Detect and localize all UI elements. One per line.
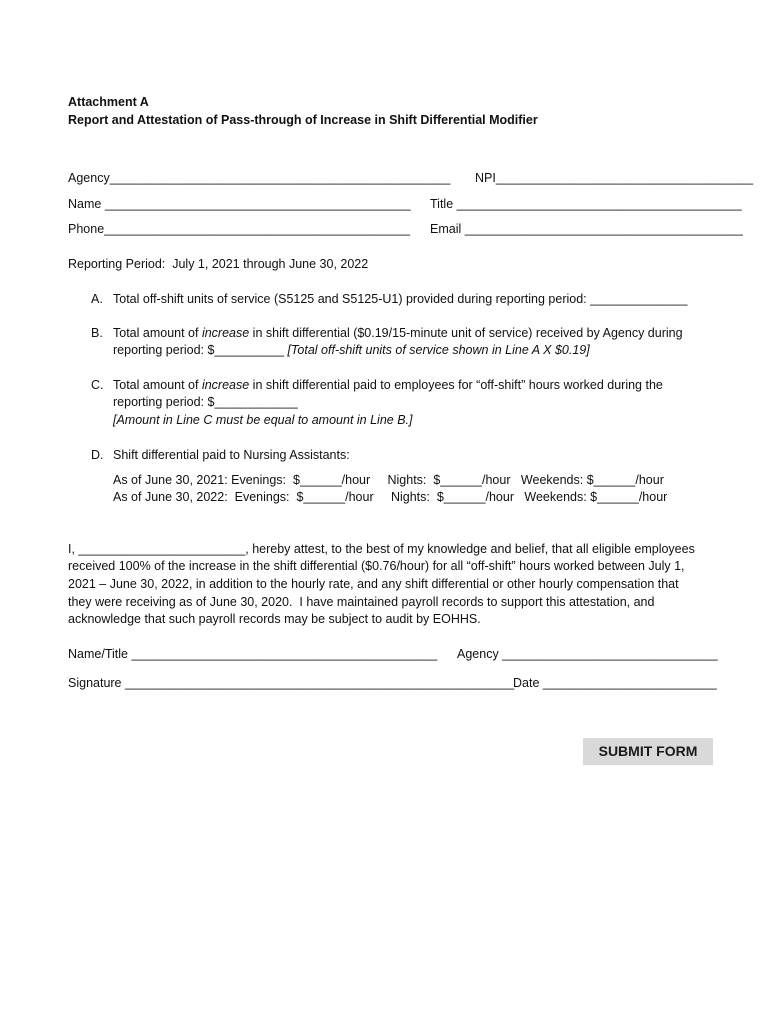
- item-c-letter: C.: [91, 378, 104, 392]
- item-d-letter: D.: [91, 448, 104, 462]
- item-a-text[interactable]: Total off-shift units of service (S5125 and S5125-U1) provided during reporting period: ______________: [113, 292, 688, 306]
- item-c-line1: Total amount of increase in shift differential paid to employees for “off-shift” hours worked during the: [113, 378, 663, 392]
- date-field[interactable]: Date _________________________: [513, 676, 717, 690]
- name-field[interactable]: Name ____________________________________________: [68, 197, 411, 211]
- email-field[interactable]: Email ________________________________________: [430, 222, 743, 236]
- phone-field[interactable]: Phone____________________________________________: [68, 222, 411, 236]
- agency-field[interactable]: Agency_________________________________________________: [68, 171, 451, 185]
- form-subtitle: Report and Attestation of Pass-through of Increase in Shift Differential Modifier: [68, 113, 538, 127]
- submit-form-button[interactable]: SUBMIT FORM: [583, 738, 713, 765]
- attestation-line-5: acknowledge that such payroll records may be subject to audit by EOHHS.: [68, 612, 481, 626]
- title-field[interactable]: Title _________________________________________: [430, 197, 742, 211]
- signature-field[interactable]: Signature ________________________________________________________: [68, 676, 515, 690]
- item-d-row-2022[interactable]: As of June 30, 2022: Evenings: $______/hour Nights: $______/hour Weekends: $______/hour: [113, 490, 668, 504]
- item-d-heading: Shift differential paid to Nursing Assistants:: [113, 448, 350, 462]
- item-c-line2[interactable]: reporting period: $____________: [113, 395, 298, 409]
- reporting-period: Reporting Period: July 1, 2021 through June 30, 2022: [68, 257, 369, 271]
- attachment-title: Attachment A: [68, 95, 149, 109]
- attestation-line-2: received 100% of the increase in the shift differential ($0.76/hour) for all “off-shift” hours worked between July 1,: [68, 559, 685, 573]
- item-a-letter: A.: [91, 292, 103, 306]
- item-c-note: [Amount in Line C must be equal to amount in Line B.]: [113, 413, 413, 427]
- attestation-line-3: 2021 – June 30, 2022, in addition to the hourly rate, and any shift differential or other hourly compensation that: [68, 577, 679, 591]
- item-b-line1: Total amount of increase in shift differential ($0.19/15-minute unit of service) received by Agency during: [113, 326, 683, 340]
- attestation-line-4: they were receiving as of June 30, 2020. I have maintained payroll records to support this attestation, and: [68, 595, 655, 609]
- item-d-row-2021[interactable]: As of June 30, 2021: Evenings: $______/hour Nights: $______/hour Weekends: $______/hour: [113, 473, 664, 487]
- npi-field[interactable]: NPI_____________________________________: [475, 171, 754, 185]
- signoff-agency-field[interactable]: Agency _______________________________: [457, 647, 718, 661]
- item-b-letter: B.: [91, 326, 103, 340]
- name-title-field[interactable]: Name/Title ____________________________________________: [68, 647, 438, 661]
- attestation-line-1[interactable]: I, ________________________, hereby attest, to the best of my knowledge and belief, that all eligible employees: [68, 542, 695, 556]
- item-b-line2[interactable]: reporting period: $__________ [Total off-shift units of service shown in Line A X $0.19]: [113, 343, 590, 357]
